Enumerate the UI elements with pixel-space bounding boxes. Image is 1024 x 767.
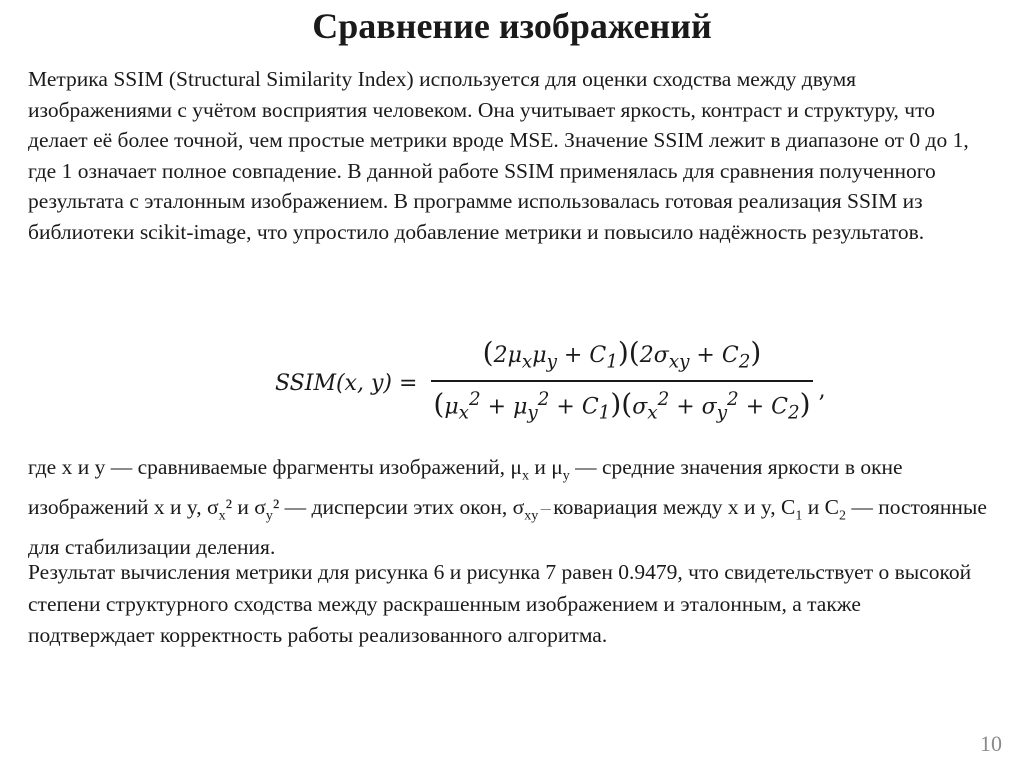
text-segment: — постоянные для стабилизации деления. — [28, 494, 987, 559]
result-paragraph: Результат вычисления метрики для рисунка 6 и рисунка 7 равен 0.9479, что свидетельствует о высокой степени структурного сходства между раскрашенным изображением и эталонным, а также подтверждает корректность работы реализованного алгоритма. — [28, 560, 972, 647]
variables-paragraph — [28, 452, 988, 563]
subscript: 2 — [838, 508, 846, 524]
subscript: 1 — [795, 508, 803, 524]
intro-paragraph: Метрика SSIM (Structural Similarity Index) используется для оценки сходства между двумя изображениями с учётом восприятия человеком. Она учитывает яркость, контраст и структуру, что делает её более точной, чем простые метрики вроде MSE. Значение SSIM лежит в диапазоне от 0 до 1, где 1 означает полное совпадение. В данной работе SSIM применялась для сравнения полученного результата с эталонным изображением. В программе использовалась готовая реализация SSIM из библиотеки scikit-image, что упростило добавление метрики и повысило надёжность результатов. — [28, 67, 969, 244]
formula-fraction — [431, 335, 812, 432]
text-segment: ² и σ — [225, 494, 266, 519]
subscript: y — [562, 468, 570, 484]
subscript: y — [265, 508, 273, 524]
text-segment: и C — [802, 494, 839, 519]
text-segment: — средние значения яркости в окне изображений x и y, σ — [28, 455, 903, 519]
text-segment: где x и y — сравниваемые фрагменты изображений, μ — [28, 455, 522, 479]
slide-title: Сравнение изображений — [312, 6, 712, 46]
text-segment: ковариация между x и y, C — [553, 494, 796, 519]
formula-lhs: SSIM(x, y) = — [275, 370, 418, 396]
small-dash: — — [538, 503, 554, 515]
text-segment: и μ — [528, 455, 563, 479]
formula-numerator: $(2\mu_x\mu_y + C_1)(2\sigma_{xy} + C_2)$ — [482, 335, 762, 373]
subscript: xy — [524, 508, 539, 524]
subscript: x — [521, 468, 529, 484]
formula-comma: , — [818, 377, 826, 403]
formula-denominator: $(\mu_x^2 + \mu_y^2 + C_1)(\sigma_x^2 + \sigma_y^2 + C_2)$ — [433, 386, 811, 424]
page-number: 10 — [980, 731, 1002, 756]
ssim-formula — [275, 335, 826, 426]
subscript: x — [218, 508, 226, 524]
text-segment: ² — дисперсии этих окон, σ — [272, 494, 525, 519]
